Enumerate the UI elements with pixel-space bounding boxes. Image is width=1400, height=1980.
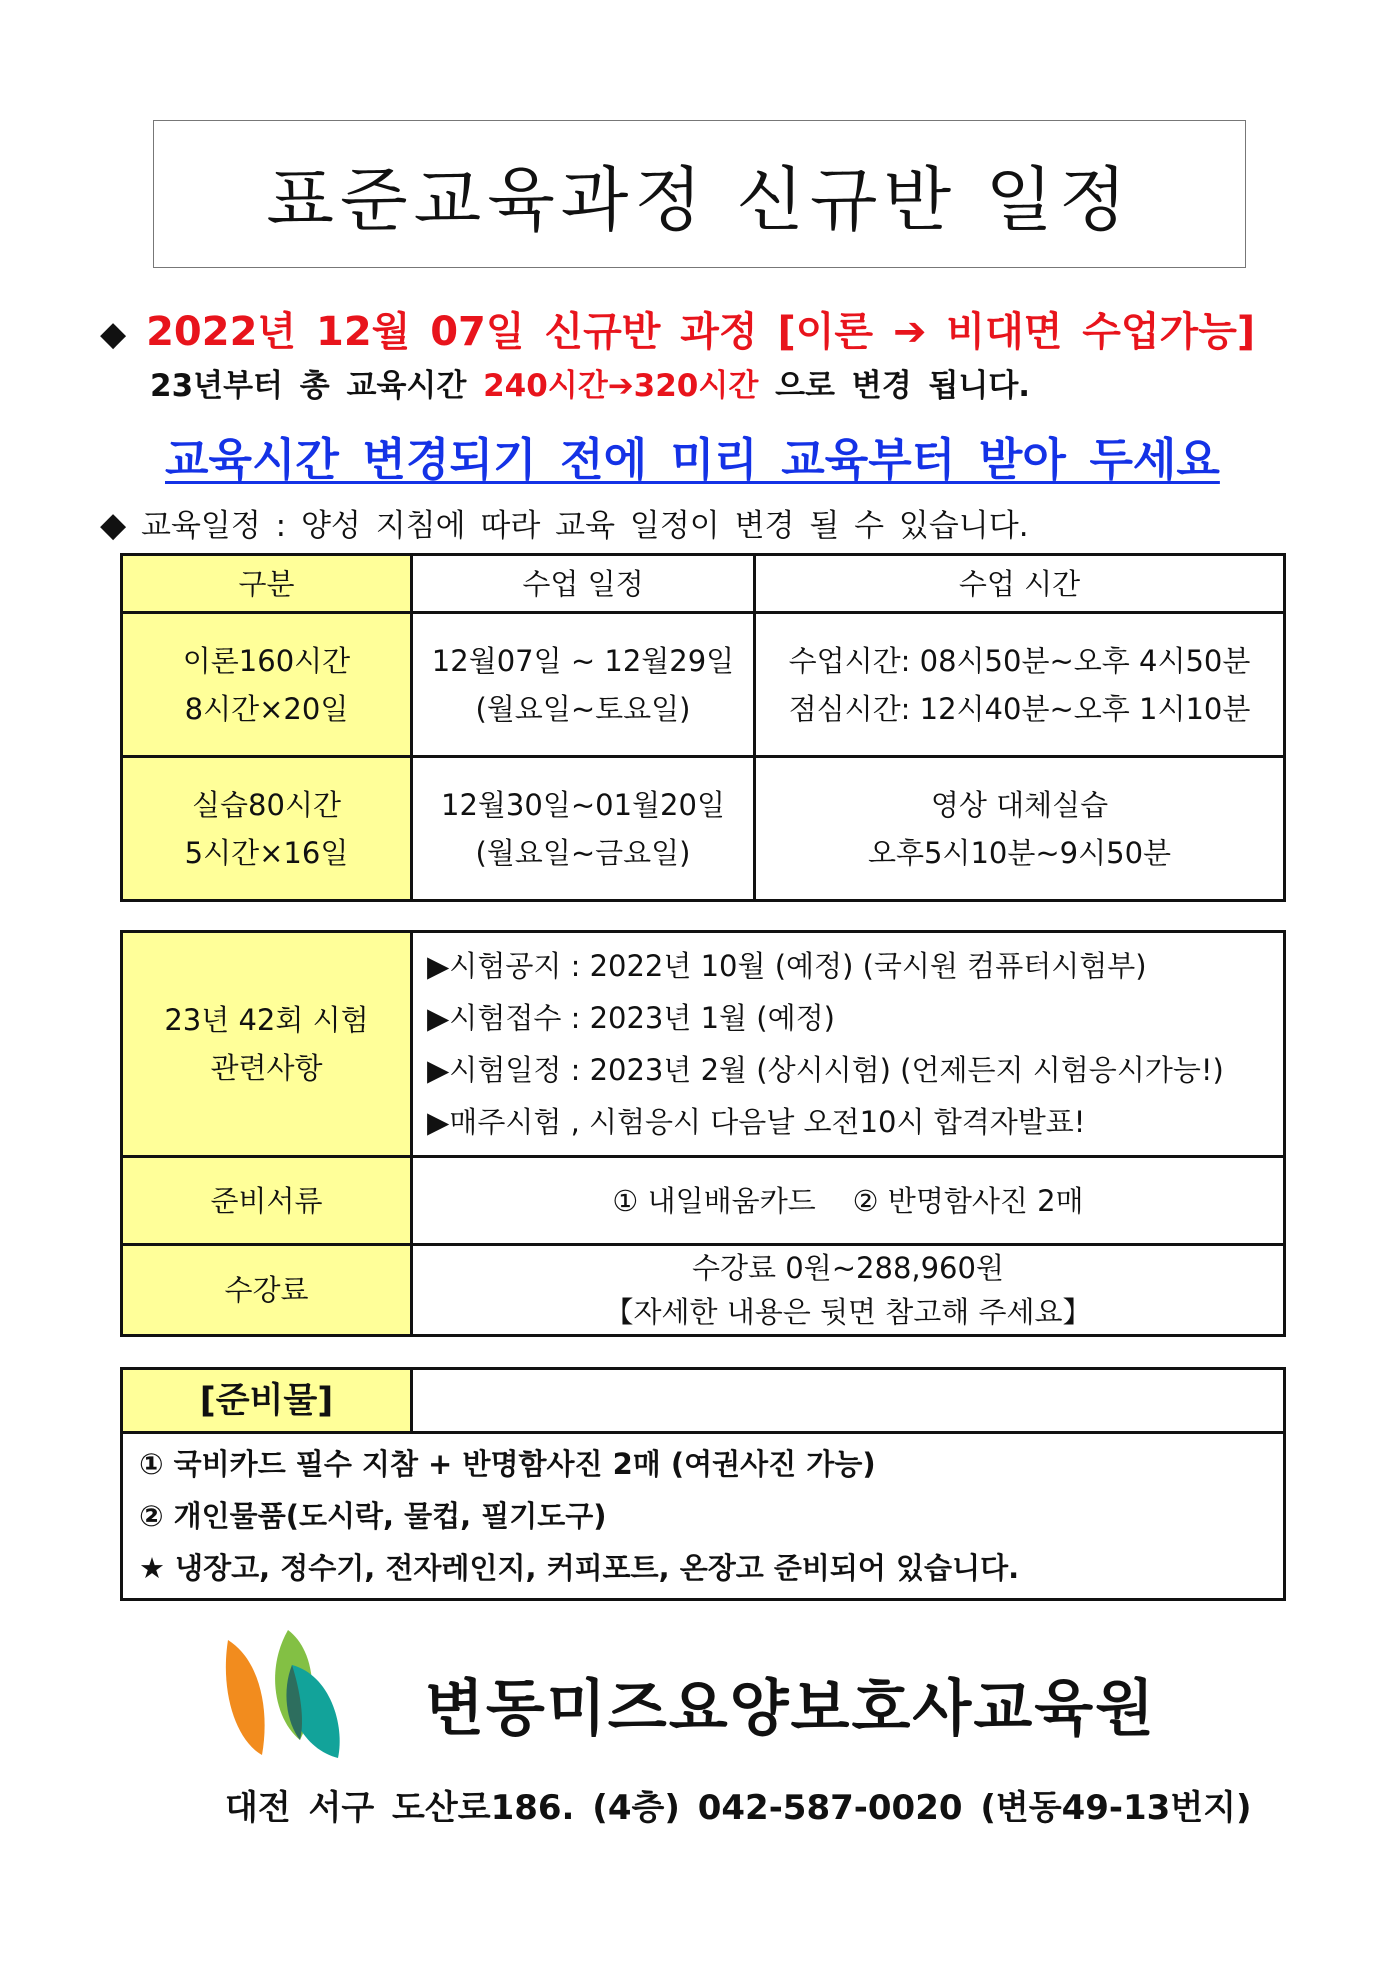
fee-row <box>122 1245 1285 1336</box>
prep-items-row <box>122 1433 1285 1600</box>
table-row <box>122 757 1285 901</box>
prep-items <box>122 1433 1285 1600</box>
fee-value: 수강료 0원~288,960원 【자세한 내용은 뒷면 참고해 주세요】 <box>412 1245 1285 1336</box>
header-dates: 수업 일정 <box>412 555 755 613</box>
diamond-bullet-icon: ◆ <box>100 505 127 545</box>
row-time: 영상 대체실습 오후5시10분~9시50분 <box>755 757 1285 901</box>
list-item: ① 국비카드 필수 지참 + 반명함사진 2매 (여권사진 가능) <box>139 1447 876 1481</box>
org-name: 변동미즈요양보호사교육원 <box>425 1673 1157 1744</box>
table-row <box>122 613 1285 757</box>
row-category: 실습80시간 5시간×16일 <box>122 757 412 901</box>
notice-headline-line <box>100 300 1255 357</box>
org-logo-icon <box>220 1630 350 1760</box>
list-item: ▶매주시험 , 시험응시 다음날 오전10시 합격자발표! <box>427 1105 1086 1139</box>
docs-label: 준비서류 <box>122 1157 412 1245</box>
row-time: 수업시간: 08시50분~오후 4시50분 점심시간: 12시40분~오후 1시10분 <box>755 613 1285 757</box>
header-category: 구분 <box>122 555 412 613</box>
list-item: ▶시험접수 : 2023년 1월 (예정) <box>427 1001 835 1035</box>
prep-header-row <box>122 1369 1285 1433</box>
org-address: 대전 서구 도산로186. (4층) 042-587-0020 (변동49-13번지) <box>225 1788 1252 1828</box>
row-dates: 12월30일~01월20일 (월요일~금요일) <box>412 757 755 901</box>
exam-details <box>412 932 1285 1157</box>
row-category: 이론160시간 8시간×20일 <box>122 613 412 757</box>
hours-change-line <box>150 360 1030 405</box>
fee-label: 수강료 <box>122 1245 412 1336</box>
header-time: 수업 시간 <box>755 555 1285 613</box>
diamond-bullet-icon: ◆ <box>100 314 127 354</box>
exam-row <box>122 932 1285 1157</box>
schedule-note: 교육일정 : 양성 지침에 따라 교육 일정이 변경 될 수 있습니다. <box>141 508 1029 544</box>
notice-headline: 2022년 12월 07일 신규반 과정 [이론 ➔ 비대면 수업가능] <box>146 309 1256 355</box>
hours-change-highlight: 240시간➔320시간 <box>483 368 759 404</box>
schedule-table <box>120 553 1286 902</box>
docs-row <box>122 1157 1285 1245</box>
list-item: ▶시험일정 : 2023년 2월 (상시시험) (언제든지 시험응시가능!) <box>427 1053 1224 1087</box>
urge-message: 교육시간 변경되기 전에 미리 교육부터 받아 두세요 <box>165 433 1220 486</box>
prep-header-empty <box>412 1369 1285 1433</box>
page-title-box <box>153 120 1246 268</box>
prep-header: [준비물] <box>122 1369 412 1433</box>
prep-table <box>120 1367 1286 1601</box>
page-title: 표준교육과정 신규반 일정 <box>266 158 1133 241</box>
list-item: ★ 냉장고, 정수기, 전자레인지, 커피포트, 온장고 준비되어 있습니다. <box>139 1551 1020 1585</box>
hours-change-suffix: 으로 변경 됩니다. <box>758 368 1031 404</box>
list-item: ▶시험공지 : 2022년 10월 (예정) (국시원 컴퓨터시험부) <box>427 949 1147 983</box>
docs-value: ① 내일배움카드 ② 반명함사진 2매 <box>412 1157 1285 1245</box>
hours-change-prefix: 23년부터 총 교육시간 <box>150 368 484 404</box>
info-table <box>120 930 1286 1337</box>
schedule-note-line <box>100 500 1029 545</box>
row-dates: 12월07일 ~ 12월29일 (월요일~토요일) <box>412 613 755 757</box>
exam-label: 23년 42회 시험 관련사항 <box>122 932 412 1157</box>
table-header-row <box>122 555 1285 613</box>
list-item: ② 개인물품(도시락, 물컵, 필기도구) <box>139 1499 607 1533</box>
